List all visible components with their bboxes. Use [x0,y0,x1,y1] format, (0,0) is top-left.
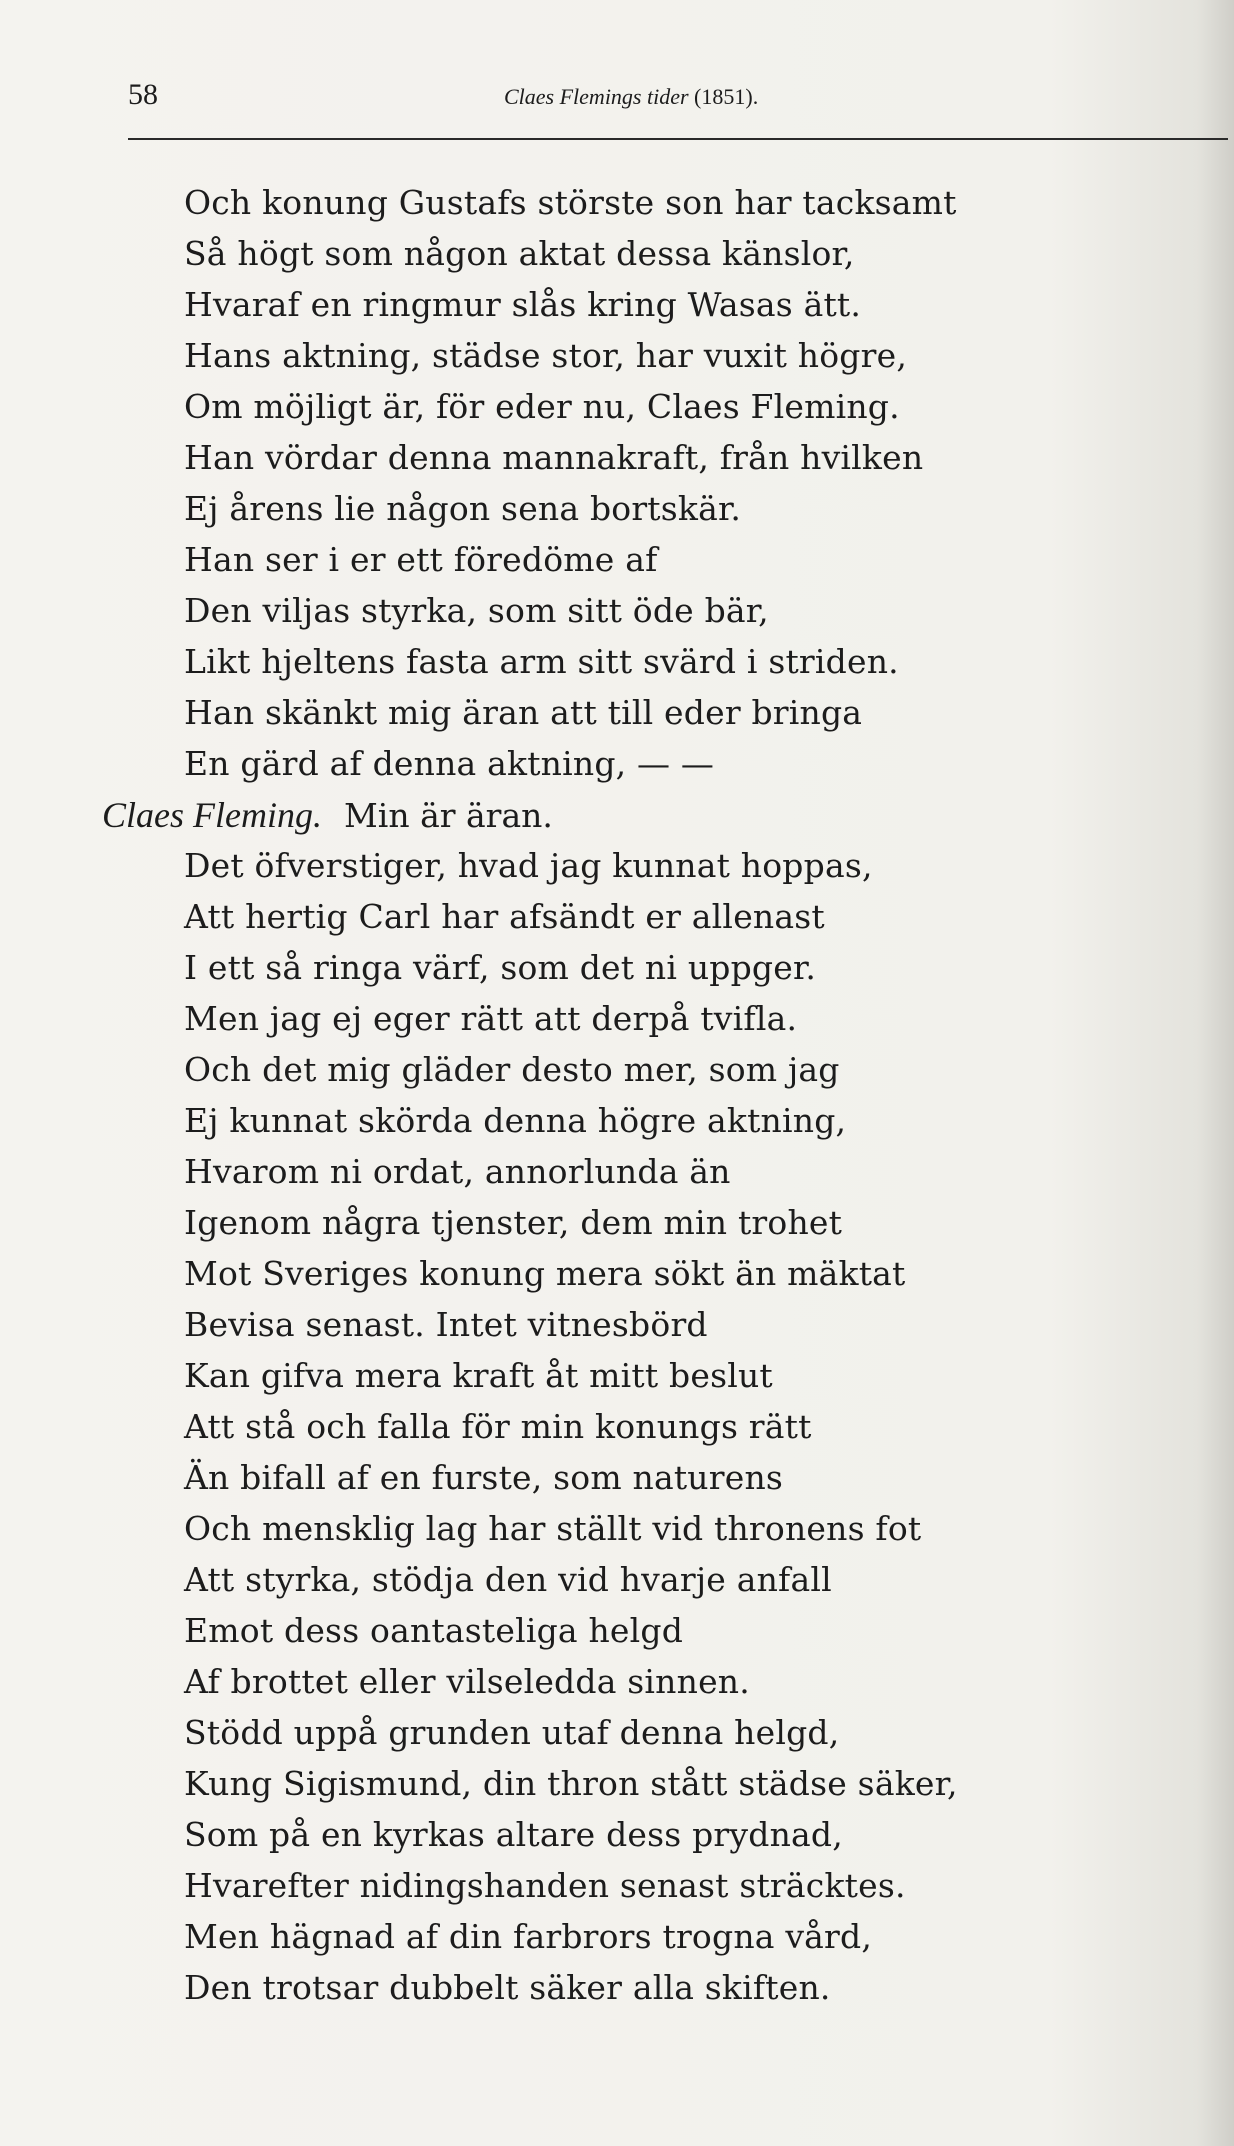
verse-line: Hans aktning, städse stor, har vuxit högre, [184,336,908,375]
verse-line: Och mensklig lag har ställt vid thronens fot [184,1509,922,1548]
verse-line: Än bifall af en furste, som naturens [184,1458,784,1497]
verse-line: Hvarom ni ordat, annorlunda än [184,1152,731,1191]
verse-line: Som på en kyrkas altare dess prydnad, [184,1815,843,1854]
verse-line: I ett så ringa värf, som det ni uppger. [184,948,817,987]
verse-line: Att styrka, stödja den vid hvarje anfall [184,1560,832,1599]
verse-line: Han skänkt mig äran att till eder bringa [184,693,863,732]
page-number: 58 [128,78,158,111]
verse-line: Men hägnad af din farbrors trogna vård, [184,1917,873,1956]
verse-line: Och konung Gustafs störste son har tacksamt [184,183,957,222]
verse-line: Likt hjeltens fasta arm sitt svärd i striden. [184,642,899,681]
header-rule [128,138,1228,140]
verse-line: Bevisa senast. Intet vitnesbörd [184,1305,708,1344]
verse-line: Den viljas styrka, som sitt öde bär, [184,591,769,630]
page-header [128,78,1128,118]
verse-line: En gärd af denna aktning, — — [184,744,715,783]
verse-line: Mot Sveriges konung mera sökt än mäktat [184,1254,906,1293]
verse-line: Så högt som någon aktat dessa känslor, [184,234,855,273]
verse-line: Om möjligt är, för eder nu, Claes Fleming. [184,387,900,426]
verse-line: Hvarefter nidingshanden senast sträcktes. [184,1866,906,1905]
speaker-text: Min är äran. [343,796,553,835]
running-title-italic: Claes Flemings tider [504,84,689,109]
verse-line: Den trotsar dubbelt säker alla skiften. [184,1968,831,2007]
verse-line: Emot dess oantasteliga helgd [184,1611,684,1650]
running-title [504,84,758,110]
speaker-name: Claes Fleming. [102,795,322,835]
speaker-line [102,790,553,840]
verse-line: Han ser i er ett föredöme af [184,540,658,579]
verse-line: Att hertig Carl har afsändt er allenast [184,897,825,936]
verse-line: Igenom några tjenster, dem min trohet [184,1203,843,1242]
verse-line: Ej kunnat skörda denna högre aktning, [184,1101,847,1140]
verse-line: Men jag ej eger rätt att derpå tvifla. [184,999,798,1038]
verse-line: Det öfverstiger, hvad jag kunnat hoppas, [184,846,873,885]
verse-line: Han vördar denna mannakraft, från hvilken [184,438,924,477]
verse-line: Och det mig gläder desto mer, som jag [184,1050,840,1089]
verse-line: Kung Sigismund, din thron stått städse säker, [184,1764,958,1803]
verse-line: Stödd uppå grunden utaf denna helgd, [184,1713,840,1752]
verse-line: Kan gifva mera kraft åt mitt beslut [184,1356,773,1395]
verse-line: Af brottet eller vilseledda sinnen. [184,1662,750,1701]
verse-line: Att stå och falla för min konungs rätt [184,1407,812,1446]
verse-line: Ej årens lie någon sena bortskär. [184,489,742,528]
verse-line: Hvaraf en ringmur slås kring Wasas ätt. [184,285,862,324]
running-title-year: (1851). [694,84,759,109]
